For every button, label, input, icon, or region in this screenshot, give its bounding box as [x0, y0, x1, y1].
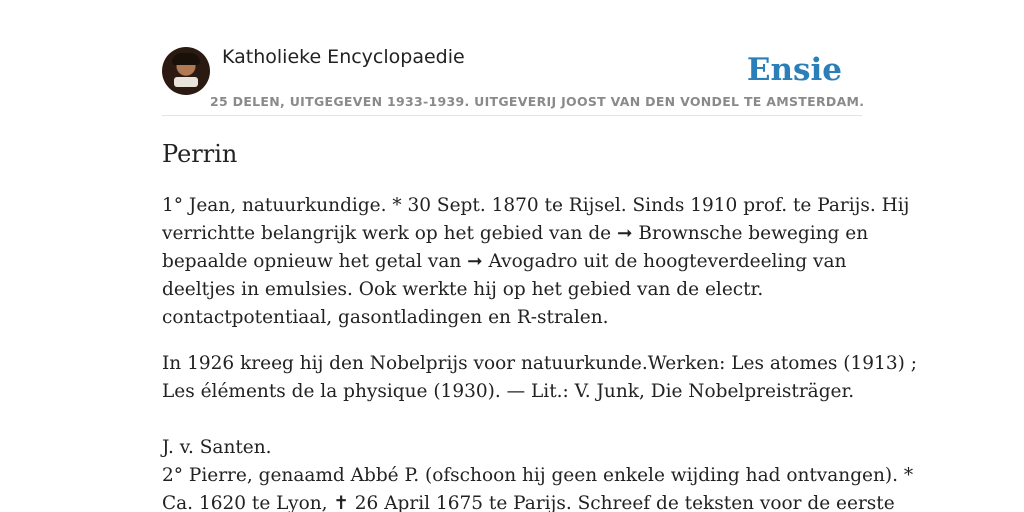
site-header — [162, 0, 865, 116]
article-body — [162, 192, 917, 512]
paragraph-2 — [162, 350, 917, 512]
text-line: deeltjes in emulsies. Ook werkte hij op het gebied van de electr. — [162, 279, 764, 300]
author-signature: J. v. Santen. — [162, 437, 272, 458]
article-title: Perrin — [162, 140, 238, 168]
text-line: bepaalde opnieuw het getal van ➞ Avogadro uit de hoogteverdeeling van — [162, 251, 847, 272]
encyclopedia-portrait-avatar[interactable] — [162, 47, 210, 95]
portrait-hair — [172, 53, 200, 65]
site-title[interactable]: Katholieke Encyclopaedie — [222, 46, 465, 68]
text-line: In 1926 kreeg hij den Nobelprijs voor natuurkunde.Werken: Les atomes (1913) ; — [162, 353, 917, 374]
brand-logo[interactable]: Ensie — [746, 52, 842, 88]
portrait-collar — [174, 77, 198, 87]
text-line: 2° Pierre, genaamd Abbé P. (ofschoon hij geen enkele wijding had ontvangen). * — [162, 465, 914, 486]
content-container — [162, 0, 917, 512]
text-line: Les éléments de la physique (1930). — Lit.: V. Junk, Die Nobelpreisträger. — [162, 381, 855, 402]
text-line: 1° Jean, natuurkundige. * 30 Sept. 1870 te Rijsel. Sinds 1910 prof. te Parijs. Hij — [162, 195, 910, 216]
paragraph-1 — [162, 192, 910, 332]
text-line: contactpotentiaal, gasontladingen en R-stralen. — [162, 307, 609, 328]
text-line: Ca. 1620 te Lyon, ✝ 26 April 1675 te Parijs. Schreef de teksten voor de eerste — [162, 493, 895, 512]
text-line: verrichtte belangrijk werk op het gebied van de ➞ Brownsche beweging en — [162, 223, 869, 244]
site-subtitle: 25 DELEN, UITGEGEVEN 1933-1939. UITGEVERIJ JOOST VAN DEN VONDEL TE AMSTERDAM. — [210, 94, 865, 109]
line-break — [162, 406, 862, 434]
